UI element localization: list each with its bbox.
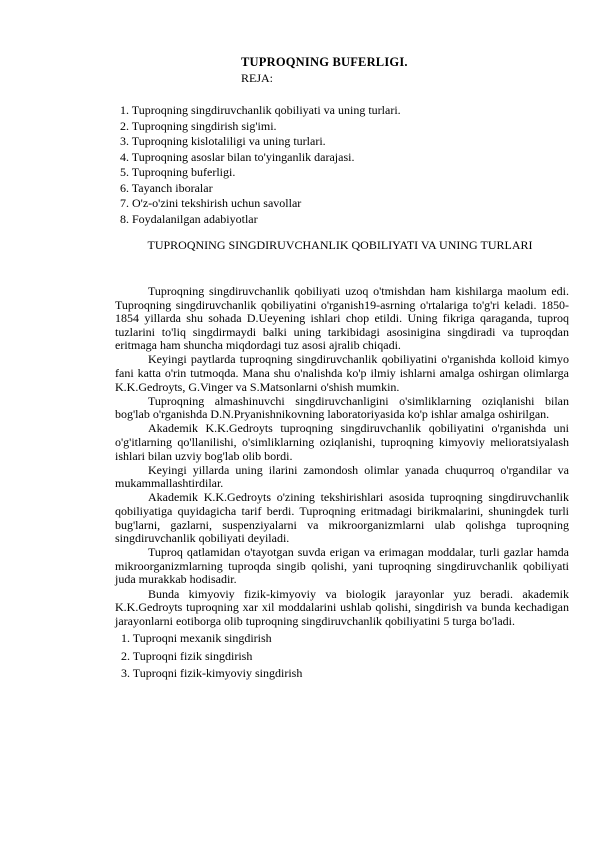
paragraph: Akademik K.K.Gedroyts tuproqning singdiruvchanlik qobiliyatini o'rganishda uni o'g'itlarning qo'llanilishi, o'simliklarning oziqlanishi, tuproqning kimyoviy melioratsiyalash ishlari bilan uzviy bog'lab olib bordi. <box>115 421 569 463</box>
methods-item: 1. Tuproqni mexanik singdirish <box>121 631 272 646</box>
paragraph: Keyingi yillarda uning ilarini zamondosh olimlar yanada chuqurroq o'rgandilar va mukammallashtirdilar. <box>115 462 569 491</box>
paragraph: Tuproq qatlamidan o'tayotgan suvda erigan va erimagan moddalar, turli gazlar hamda mikroorganizmlarning tuproqda singib qolishi, yani tuproqning singdiruvchanlik qobiliyati juda murakkab hodisadir. <box>115 545 569 587</box>
plan-item: 5. Tuproqning buferligi. <box>120 165 236 179</box>
body-text <box>115 285 569 683</box>
methods-item: 3. Tuproqni fizik-kimyoviy singdirish <box>121 666 303 681</box>
plan-item: 2. Tuproqning singdirish sig'imi. <box>120 118 277 133</box>
document-title: TUPROQNING BUFERLIGI. <box>241 55 408 69</box>
plan-item: 6. Tayanch iboralar <box>120 180 213 195</box>
plan-item: 7. O'z-o'zini tekshirish uchun savollar <box>120 196 302 210</box>
plan-item: 3. Tuproqning kislotaliligi va uning turlari. <box>120 134 326 148</box>
paragraph: Tuproqning almashinuvchi singdiruvchanligini o'simliklarning oziqlanishi bilan bog'lab o'rganishda D.N.Pryanishnikovning laboratoriyasida ko'p ishlar amalga oshirilgan. <box>115 393 569 422</box>
plan-heading: REJA: <box>241 71 274 85</box>
methods-item: 2. Tuproqni fizik singdirish <box>121 648 253 663</box>
plan-item: 1. Tuproqning singdiruvchanlik qobiliyati va uning turlari. <box>120 103 401 117</box>
plan-item: 4. Tuproqning asoslar bilan to'yinganlik darajasi. <box>120 149 355 164</box>
paragraph: Akademik K.K.Gedroyts o'zining tekshirishlari asosida tuproqning singdiruvchanlik qobiliyatiga quyidagicha tarif berdi. Tuproqning eritmadagi birikmalarini, shuningdek turli bug'larni, gazlarni, suspenziyalarni va mikroorganizmlarni ulab qolishga tuproqning singdiruvchanlik qobiliyati deyiladi. <box>115 490 569 546</box>
paragraph: Tuproqning singdiruvchanlik qobiliyati uzoq o'tmishdan ham kishilarga maolum edi. Tuproqning singdiruvchanlik qobiliyatini o'rganish19-asrning o'rtalariga to'g'ri keladi. 1850-1854 yillarda shu sohada D.Ueyening ishlari chop etildi. Uning fikriga qaraganda, tuproq tuzlarini to'liq singdirmaydi balki uning tarkibidagi asosinigina singdiradi va tuproqdan eritmaga ham shuncha miqdordagi tuz asosi ajralib chiqadi. <box>115 284 569 353</box>
plan-list <box>120 103 401 227</box>
plan-item: 8. Foydalanilgan adabiyotlar <box>120 211 258 226</box>
paragraph: Bunda kimyoviy fizik-kimyoviy va biologik jarayonlar yuz beradi. akademik K.K.Gedroyts tuproqning xar xil moddalarini ushlab qolishi, singdirish va bunda kechadigan jarayonlarni eotiborga olib tuproqning singdiruvchanlik qobiliyatini 5 turga bo'ladi. <box>115 586 569 628</box>
section-title: TUPROQNING SINGDIRUVCHANLIK QOBILIYATI VA UNING TURLARI <box>147 238 533 252</box>
methods-list <box>115 630 569 683</box>
paragraph: Keyingi paytlarda tuproqning singdiruvchanlik qobiliyatini o'rganishda kolloid kimyo fani katta o'rin tutmoqda. Mana shu o'nalishda ko'p ilmiy ishlarni amalga oshirgan olimlarga K.K.Gedroyts, G.Vinger va S.Matsonlarni o'shish mumkin. <box>115 352 569 394</box>
